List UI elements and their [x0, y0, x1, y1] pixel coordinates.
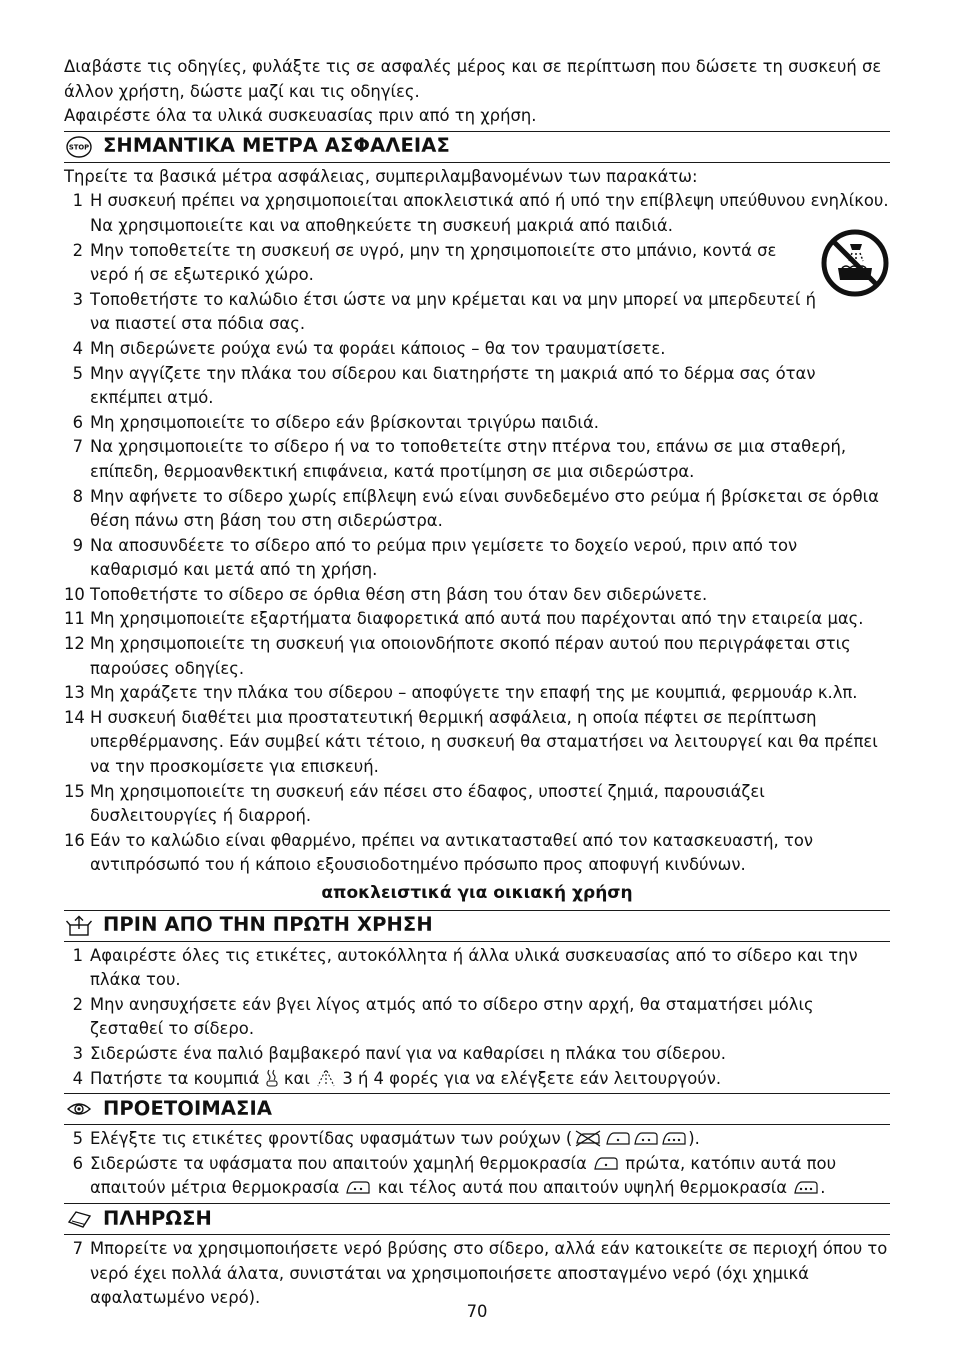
list-item: [64, 337, 890, 362]
item-text: Μη χρησιμοποιείτε εξαρτήματα διαφορετικά από αυτά που παρέχονται από την εταιρεία μας.: [90, 609, 864, 629]
item-text: Μη χρησιμοποιείτε τη συσκευή για οποιονδήποτε σκοπό πέραν αυτού που περιγράφεται στις παρούσες οδηγίες.: [90, 634, 851, 678]
item-number: 12: [64, 634, 85, 654]
item-number: 10: [64, 584, 85, 604]
item-text: Αφαιρέστε όλες τις ετικέτες, αυτοκόλλητα ή άλλα υλικά συσκευασίας από το σίδερο και την πλάκα του.: [90, 945, 858, 990]
list-item: [64, 944, 890, 993]
unpack-box-icon: [66, 915, 92, 937]
list-item: [64, 607, 890, 632]
item-text: Μην τοποθετείτε τη συσκευή σε υγρό, μην τη χρησιμοποιείτε στο μπάνιο, κοντά σε νερό ή σε εξωτερικό χώρο.: [90, 240, 777, 285]
list-item: [64, 189, 890, 238]
item-number: 3: [72, 289, 83, 309]
item-text: Μη χρησιμοποιείτε το σίδερο εάν βρίσκονται τριγύρω παιδιά.: [90, 412, 599, 432]
item-text: Σιδερώστε ένα παλιό βαμβακερό πανί για να καθαρίσει η πλάκα του σίδερου.: [90, 1043, 727, 1063]
list-item: [64, 780, 890, 829]
iron-medium-icon: [344, 1177, 372, 1197]
list-item: [64, 411, 890, 436]
water-tank-icon: [66, 1208, 92, 1230]
item-number: 4: [72, 338, 83, 358]
list-item: [64, 288, 890, 337]
safety-header: [64, 131, 890, 163]
item-number: 14: [64, 707, 85, 727]
filling-header: [64, 1203, 890, 1235]
stop-sign-icon: [66, 136, 92, 158]
item-text: Εάν το καλώδιο είναι φθαρμένο, πρέπει να αντικατασταθεί από τον κατασκευαστή, τον αντιπρόσωπό του ή κάποιο εξουσιοδοτημένο πρόσωπο προς αποφυγή κινδύνων.: [90, 830, 814, 875]
first-use-title: ΠΡΙΝ ΑΠΟ ΤΗΝ ΠΡΩΤΗ ΧΡΗΣΗ: [103, 913, 433, 937]
item-number: 8: [72, 486, 83, 506]
no-ironing-icon: [572, 1128, 604, 1148]
item-text: Τοποθετήστε το σίδερο σε όρθια θέση στη βάση του όταν δεν σιδερώνετε.: [90, 584, 708, 604]
safety-title: ΣΗΜΑΝΤΙΚΑ ΜΕΤΡΑ ΑΣΦΑΛΕΙΑΣ: [103, 134, 450, 158]
safety-lead: Τηρείτε τα βασικά μέτρα ασφάλειας, συμπεριλαμβανομένων των παρακάτω:: [64, 166, 698, 186]
iron-high-icon: [660, 1128, 688, 1148]
item-text: Μη χαράζετε την πλάκα του σίδερου – αποφύγετε την επαφή της με κουμπιά, φερμουάρ κ.λπ.: [90, 683, 858, 703]
item-number: 15: [64, 781, 85, 801]
no-bathroom-warning-icon: [820, 228, 890, 298]
eye-icon: [66, 1098, 92, 1120]
item-text: Μην ανησυχήσετε εάν βγει λίγος ατμός από το σίδερο στην αρχή, θα σταματήσει μόλις ζεσταθεί το σίδερο.: [90, 994, 814, 1039]
iron-low-icon: [592, 1153, 620, 1173]
item-text: Η συσκευή πρέπει να χρησιμοποιείται αποκλειστικά από ή υπό την επίβλεψη υπεύθυνου ενηλίκου. Να χρησιμοποιείτε και να αποθηκεύετε τη συσκευή μακριά από παιδιά.: [90, 191, 889, 235]
list-item: [64, 583, 890, 608]
household-note: αποκλειστικά για οικιακή χρήση: [321, 883, 633, 903]
item-text: Μην αγγίζετε την πλάκα του σίδερου και διατηρήστε τη μακριά από το δέρμα σας όταν εκπέμπει ατμό.: [90, 363, 816, 408]
list-item: [64, 706, 890, 780]
item-number: 1: [72, 191, 83, 211]
item-text: Μη σιδερώνετε ρούχα ενώ τα φοράει κάποιος – θα τον τραυματίσετε.: [90, 338, 666, 358]
filling-title: ΠΛΗΡΩΣΗ: [103, 1206, 212, 1230]
first-use-header: [64, 910, 890, 942]
item-text: Τοποθετήστε το καλώδιο έτσι ώστε να μην κρέμεται και να μην μπορεί να μπερδευτεί ή να πιαστεί στα πόδια σας.: [90, 289, 817, 334]
item-number: 7: [72, 1238, 83, 1258]
list-item: [64, 534, 890, 583]
item-number: 6: [72, 412, 83, 432]
item-text: Η συσκευή διαθέτει μια προστατευτική θερμική ασφάλεια, η οποία πέφτει σε περίπτωση υπερθέρμανσης. Εάν συμβεί κάτι τέτοιο, η συσκευή θα σταματήσει να λειτουργεί και θα πρέπει να την προσκομίσετε για επισκευή.: [90, 707, 878, 777]
list-item: 6 Σιδερώστε τα υφάσματα που απαιτούν χαμηλή θερμοκρασία πρώτα, κατόπιν αυτά που απαιτούν μέτρια θερμοκρασία και τέλος αυτά που απαιτούν υψηλή θερμοκρασία .: [72, 1153, 837, 1198]
safety-list: [64, 189, 890, 878]
item-text: Μην αφήνετε το σίδερο χωρίς επίβλεψη ενώ είναι συνδεδεμένο στο ρεύμα ή βρίσκεται σε όρθια θέση πάνω στη βάση του στη σιδερώστρα.: [90, 486, 879, 531]
first-use-list: [64, 944, 890, 1067]
intro-paragraph: Διαβάστε τις οδηγίες, φυλάξτε τις σε ασφαλές μέρος και σε περίπτωση που δώσετε τη συσκευή σε άλλον χρήστη, δώστε μαζί και τις οδηγίες.: [64, 57, 882, 101]
preparation-header: [64, 1093, 890, 1125]
list-item: [64, 681, 890, 706]
item-text: Να χρησιμοποιείτε το σίδερο ή να το τοποθετείτε στην πτέρνα του, επάνω σε μια σταθερή, επίπεδη, θερμοανθεκτική επιφάνεια, κατά προτίμηση σε μια σιδερώστρα.: [90, 437, 847, 481]
list-item: [64, 239, 890, 288]
iron-high-icon: [792, 1177, 820, 1197]
item-text: Να αποσυνδέετε το σίδερο από το ρεύμα πριν γεμίσετε το δοχείο νερού, πριν από τον καθαρισμό και μετά από τη χρήση.: [90, 535, 798, 580]
item-number: 16: [64, 830, 85, 850]
list-item: 5 Ελέγξτε τις ετικέτες φροντίδας υφασμάτων των ρούχων ( ).: [72, 1129, 700, 1149]
item-number: 5: [72, 363, 83, 383]
manual-page: [64, 55, 890, 1311]
iron-medium-icon: [632, 1128, 660, 1148]
item-number: 9: [72, 535, 83, 555]
item-text: Μη χρησιμοποιείτε τη συσκευή εάν πέσει στο έδαφος, υποστεί ζημιά, παρουσιάζει δυσλειτουργίες ή διαρροή.: [90, 781, 765, 826]
item-number: 2: [72, 994, 83, 1014]
steam-button-icon: [265, 1068, 279, 1088]
list-item: [64, 993, 890, 1042]
item-text: Μπορείτε να χρησιμοποιήσετε νερό βρύσης στο σίδερο, αλλά εάν κατοικείτε σε περιοχή όπου το νερό έχει πολλά άλατα, συνιστάται να χρησιμοποιήσετε αποσταγμένο νερό (όχι χημικά αφαλατωμένο νερό).: [90, 1238, 888, 1308]
list-item: [64, 435, 890, 484]
item-number: 2: [72, 240, 83, 260]
svg-text:STOP: STOP: [68, 143, 90, 152]
list-item: [64, 632, 890, 681]
item-number: 1: [72, 945, 83, 965]
preparation-title: ΠΡΟΕΤΟΙΜΑΣΙΑ: [103, 1096, 273, 1120]
list-item: [64, 829, 890, 878]
iron-low-icon: [604, 1128, 632, 1148]
item-number: 7: [72, 437, 83, 457]
item-number: 13: [64, 683, 85, 703]
page-number: 70: [466, 1302, 488, 1321]
list-item: 4 Πατήστε τα κουμπιά και 3 ή 4 φορές για να ελέγξετε εάν λειτουργούν.: [72, 1068, 722, 1088]
list-item: [64, 485, 890, 534]
spray-button-icon: [315, 1068, 337, 1088]
list-item: [64, 362, 890, 411]
item-number: 11: [64, 609, 85, 629]
list-item: [64, 1042, 890, 1067]
item-number: 3: [72, 1043, 83, 1063]
intro-packaging: Αφαιρέστε όλα τα υλικά συσκευασίας πριν από τη χρήση.: [64, 106, 537, 126]
